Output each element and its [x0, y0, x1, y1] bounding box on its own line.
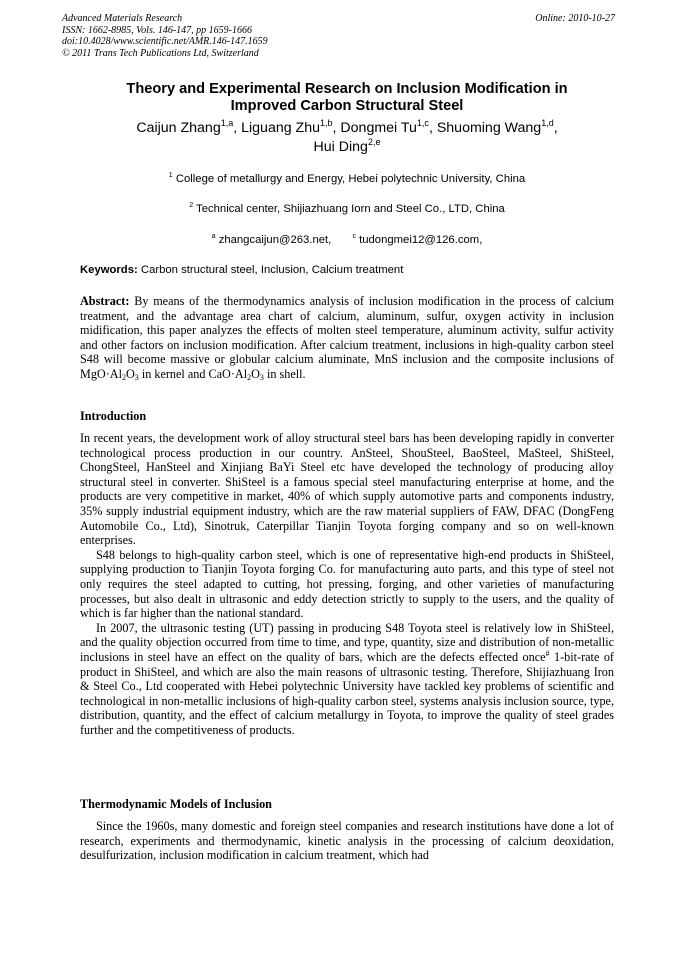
copyright-line: © 2011 Trans Tech Publications Ltd, Switzerland — [62, 47, 259, 59]
author-name: Hui Ding — [313, 139, 368, 155]
footnote-mark: # — [545, 648, 550, 658]
author-affil-sup: 1,a — [220, 118, 234, 128]
keywords-label: Keywords: — [80, 264, 138, 276]
author-affil-sup: 1,b — [320, 118, 333, 128]
keywords-line — [80, 263, 614, 277]
email-sup: c — [352, 233, 356, 240]
keywords-text: Carbon structural steel, Inclusion, Calcium treatment — [140, 264, 404, 276]
intro-paragraph-3: In 2007, the ultrasonic testing (UT) passing in producing S48 Toyota steel is relatively low in ShiSteel, and the quality objection occurred from time to time, and type, quantity, size and distribution of non-metallic inclusions in steel have an effect on the quality of bars, which are the defects effected once# 1-bit-rate of product in ShiSteel, and which are also the main reasons of ultrasonic testing. Therefore, Shijiazhuang Iron & Steel Co., Ltd cooperated with Hebei polytechnic University have tackled key problems of scientific and technological in non-metallic inclusions of high-quality carbon steel, systems analysis inclusion source, type, distribution, quantity, and the effect of calcium metallurgy in Toyota, to improve the quality of steel grades further and the competitiveness of products. — [80, 620, 614, 737]
author-affil-sup: 2,e — [367, 137, 381, 147]
email-address[interactable]: tudongmei12@126.com, — [359, 234, 483, 246]
author-name: Liguang Zhu — [241, 120, 321, 136]
introduction-heading: Introduction — [80, 409, 147, 423]
journal-name: Advanced Materials Research — [62, 13, 183, 24]
journal-header — [62, 13, 268, 59]
author-separator: , — [428, 120, 437, 136]
online-date: Online: 2010-10-27 — [535, 13, 615, 24]
issn-line: ISSN: 1662-8985, Vols. 146-147, pp 1659-1666 — [62, 24, 252, 36]
author-name: Shuoming Wang — [436, 120, 542, 136]
author-separator: , — [233, 120, 242, 136]
author-name: Dongmei Tu — [340, 120, 417, 136]
introduction-body — [80, 431, 614, 737]
author-affil-sup: 1,d — [541, 118, 554, 128]
formula-mgo-al2o3: $MgO\cdot Al_2O_3$ — [80, 366, 139, 382]
email-sup: a — [211, 233, 216, 240]
paper-title — [80, 81, 614, 115]
affiliation-sup: 2 — [189, 202, 194, 209]
affiliation-sup: 1 — [168, 172, 173, 179]
thermodynamic-models-heading: Thermodynamic Models of Inclusion — [80, 797, 272, 811]
abstract-mid-text: in kernel and — [138, 366, 209, 381]
abstract-label: Abstract: — [80, 294, 130, 308]
email-line — [80, 233, 614, 247]
author-affil-sup: 1,c — [416, 118, 429, 128]
thermo-paragraph-1: Since the 1960s, many domestic and foreign steel companies and research institutions have done a lot of research, experiments and thermodynamic, kinetic analysis in the processing of calcium deoxidation, desulfurization, inclusion modification in calcium treatment, which had — [80, 819, 614, 863]
formula-cao-al2o3: $CaO\cdot Al_2O_3$ — [208, 366, 264, 382]
intro-paragraph-1: In recent years, the development work of alloy structural steel bars has been developing rapidly in converter technological process production in our country. AnSteel, ShouSteel, BaoSteel, MaSteel, ShiSteel, ChongSteel, HanSteel and Xinjiang BaYi Steel etc have developed the technology of producing alloy structural steel in converter. ShiSteel is a famous special steel manufacturing enterprise at home, and the products are very competitive in market, 40% of which supply automotive parts and components industry, 35% supply industrial equipment industry, which are the raw material suppliers of FAW, DFAC (DongFeng Automobile Co., Ltd), Sinotruk, Caterpillar Tianjin Toyota forging company and so on well-known enterprises. — [80, 431, 614, 548]
author-list — [80, 119, 614, 157]
affiliation-1 — [80, 172, 614, 186]
affiliation-text: Technical center, Shijiazhuang Iorn and Steel Co., LTD, China — [196, 203, 505, 215]
abstract-end-text: in shell. — [263, 366, 306, 381]
title-line-2: Improved Carbon Structural Steel — [230, 98, 464, 114]
author-separator: , — [553, 120, 558, 136]
affiliation-text: College of metallurgy and Energy, Hebei polytechnic University, China — [175, 173, 526, 185]
affiliation-2 — [80, 202, 614, 216]
author-separator: , — [332, 120, 341, 136]
intro-paragraph-2: S48 belongs to high-quality carbon steel, which is one of representative high-end products in ShiSteel, supplying production to Tianjin Toyota forging Co. for manufacturing auto parts, and this type of steel not only requires the steel adapted to cutting, hot pressing, forging, and other varieties of manufacturing processes, but also dealt in ultrasonic and eddy detection strictly to supply to the users, and the quality of which is far higher than the national standard. — [80, 547, 614, 621]
abstract-paragraph — [80, 294, 614, 382]
title-line-1: Theory and Experimental Research on Inclusion Modification in — [126, 81, 568, 97]
email-address[interactable]: zhangcaijun@263.net, — [218, 234, 332, 246]
author-name: Caijun Zhang — [136, 120, 221, 136]
abstract-text: By means of the thermodynamics analysis of inclusion modification in the process of calcium treatment, and the advantage area chart of calcium, aluminum, sulfur, oxygen activity in inclusion midification, this paper analyzes the effects of molten steel temperature, aluminum activity, sulfur activity and other factors on inclusion modification. After calcium treatment, inclusions in high-quality carbon steel S48 will become massive or globular calcium aluminate, MnS inclusion and the composite inclusions of — [80, 294, 614, 367]
doi-line[interactable]: doi:10.4028/www.scientific.net/AMR.146-147.1659 — [62, 36, 268, 47]
thermodynamic-models-body — [80, 819, 614, 863]
